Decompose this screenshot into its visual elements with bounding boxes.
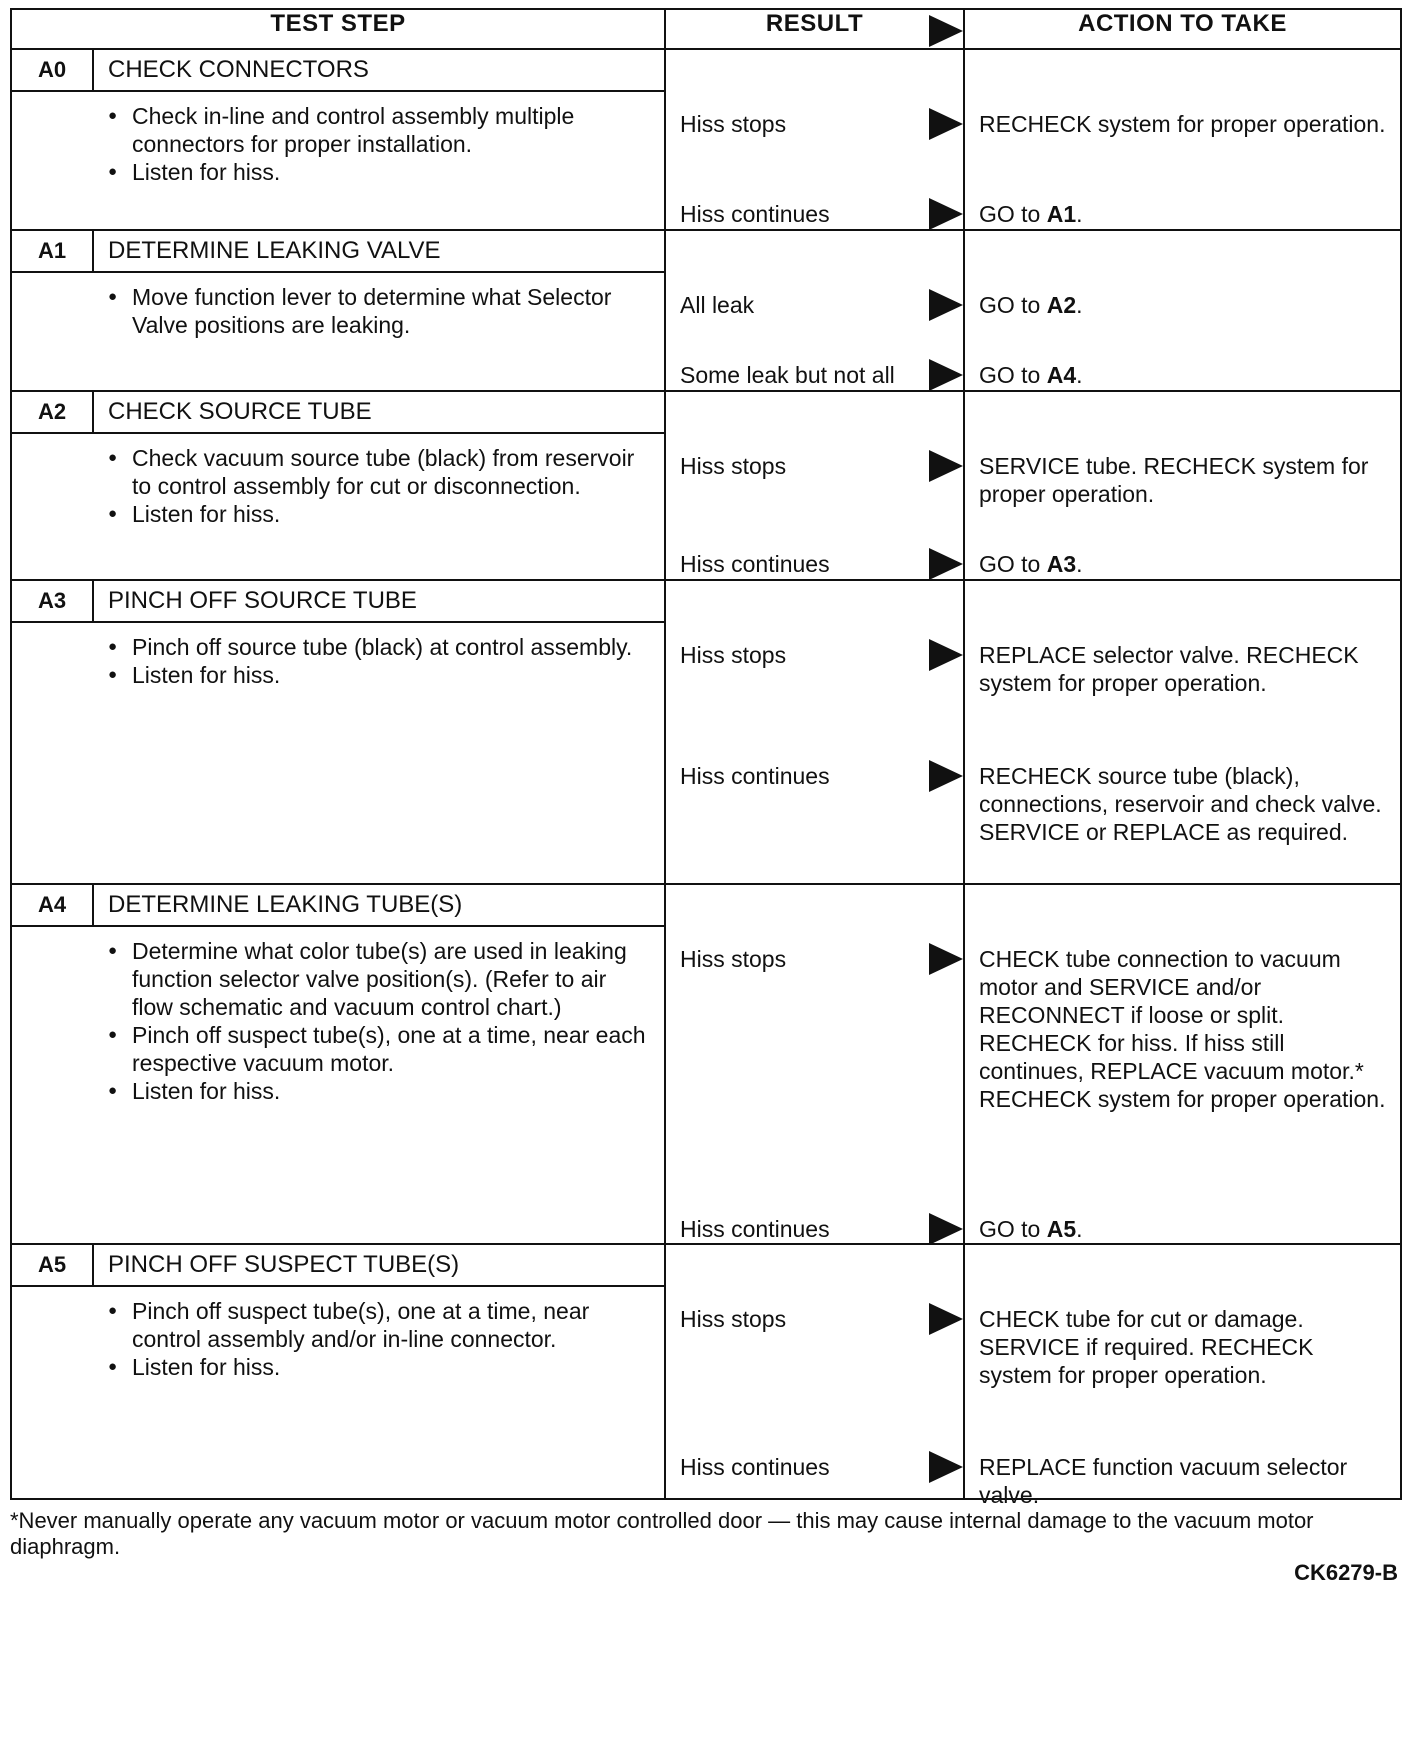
- action-text: REPLACE selector valve. RECHECK system for proper operation.: [979, 642, 1359, 696]
- action-cell: [964, 49, 1401, 230]
- action-text: GO to: [979, 292, 1047, 318]
- arrow-right-icon: [929, 450, 963, 482]
- action-text: REPLACE function vacuum selector valve.: [979, 1454, 1348, 1508]
- action-item: [965, 291, 1400, 319]
- table-header-row: [11, 9, 1401, 49]
- result-item: [666, 1453, 963, 1481]
- step-title: CHECK CONNECTORS: [108, 56, 369, 83]
- action-text: SERVICE tube. RECHECK system for proper operation.: [979, 453, 1369, 507]
- arrow-right-icon: [929, 639, 963, 671]
- result-item: [666, 641, 963, 669]
- result-cell: [665, 49, 964, 230]
- step-title: PINCH OFF SUSPECT TUBE(S): [108, 1251, 460, 1278]
- step-reference: A4: [1046, 362, 1077, 388]
- action-text: CHECK tube for cut or damage. SERVICE if required. RECHECK system for proper operation.: [979, 1306, 1314, 1388]
- result-item: [666, 110, 963, 138]
- result-text: Hiss stops: [680, 946, 787, 972]
- arrow-right-icon: [929, 289, 963, 321]
- step-heading: [12, 50, 664, 92]
- arrow-right-icon: [929, 108, 963, 140]
- result-cell: [665, 391, 964, 580]
- figure-code: CK6279-B: [1294, 1560, 1398, 1585]
- instruction-bullet: ● Listen for hiss.: [108, 500, 648, 528]
- action-cell: [964, 1244, 1401, 1508]
- action-tail: .: [1076, 292, 1083, 318]
- header-action: ACTION TO TAKE: [964, 9, 1401, 49]
- arrow-right-icon: [929, 359, 963, 391]
- action-tail: .: [1076, 551, 1083, 577]
- result-item: [666, 361, 963, 389]
- step-instructions: [12, 273, 664, 349]
- step-reference: A3: [1046, 551, 1077, 577]
- step-id: A3: [12, 581, 94, 621]
- action-item: [965, 1305, 1400, 1389]
- step-reference: A5: [1046, 1216, 1077, 1242]
- result-item: [666, 1215, 963, 1243]
- action-item: [965, 1453, 1400, 1509]
- step-heading: [12, 392, 664, 434]
- header-test-step: TEST STEP: [11, 9, 665, 49]
- result-item: [666, 452, 963, 480]
- action-text: CHECK tube connection to vacuum motor and SERVICE and/or RECONNECT if loose or split. RECHECK for hiss. If hiss still continues, REPLACE vacuum motor.* RECHECK system for proper operation.: [979, 946, 1386, 1112]
- result-text: All leak: [680, 292, 755, 318]
- arrow-right-icon: [929, 1303, 963, 1335]
- action-item: [965, 762, 1400, 846]
- step-instructions: [12, 1287, 664, 1391]
- step-id: A4: [12, 885, 94, 925]
- result-cell: [665, 580, 964, 884]
- result-text: Hiss continues: [680, 763, 830, 789]
- header-result: [665, 9, 964, 49]
- result-item: [666, 291, 963, 319]
- footnote: *Never manually operate any vacuum motor or vacuum motor controlled door — this may cause internal damage to the vacuum motor diaphragm.: [10, 1508, 1314, 1559]
- arrow-right-icon: [929, 760, 963, 792]
- arrow-right-icon: [929, 15, 963, 47]
- arrow-right-icon: [929, 548, 963, 580]
- result-text: Hiss stops: [680, 1306, 787, 1332]
- action-text: GO to: [979, 362, 1047, 388]
- step-title: CHECK SOURCE TUBE: [108, 398, 372, 425]
- step-instructions: [12, 927, 664, 1115]
- instruction-bullet: ● Check in-line and control assembly multiple connectors for proper installation.: [108, 102, 648, 158]
- step-id: A0: [12, 50, 94, 90]
- result-text: Hiss stops: [680, 453, 787, 479]
- action-cell: [964, 230, 1401, 391]
- test-step-cell: [11, 230, 665, 391]
- result-item: [666, 200, 963, 228]
- arrow-right-icon: [929, 198, 963, 230]
- test-step-cell: [11, 1244, 665, 1499]
- step-id: A5: [12, 1245, 94, 1285]
- steps-body: [11, 49, 1401, 1508]
- result-text: Hiss continues: [680, 1454, 830, 1480]
- step-title: DETERMINE LEAKING TUBE(S): [108, 891, 463, 918]
- step-title: PINCH OFF SOURCE TUBE: [108, 587, 417, 614]
- action-text: RECHECK source tube (black), connections, reservoir and check valve. SERVICE or REPLACE as required.: [979, 763, 1382, 845]
- step-heading: [12, 885, 664, 927]
- result-text: Hiss continues: [680, 551, 830, 577]
- action-item: [965, 200, 1400, 228]
- test-step-cell: [11, 884, 665, 1244]
- diagnostic-sheet: [10, 8, 1400, 1585]
- action-item: [965, 361, 1400, 389]
- action-cell: [964, 580, 1401, 884]
- action-item: [965, 550, 1400, 578]
- result-cell: [665, 884, 964, 1244]
- step-id: A2: [12, 392, 94, 432]
- instruction-bullet: ● Move function lever to determine what Selector Valve positions are leaking.: [108, 283, 648, 339]
- action-text: GO to: [979, 551, 1047, 577]
- test-step-cell: [11, 580, 665, 884]
- action-cell: [964, 884, 1401, 1244]
- result-text: Some leak but not all: [680, 362, 895, 388]
- step-reference: A1: [1046, 201, 1077, 227]
- action-cell: [964, 391, 1401, 580]
- result-item: [666, 1305, 963, 1333]
- action-tail: .: [1076, 362, 1083, 388]
- action-text: GO to: [979, 1216, 1047, 1242]
- diagnostic-table: [10, 8, 1402, 1508]
- action-text: RECHECK system for proper operation.: [979, 111, 1386, 137]
- action-text: GO to: [979, 201, 1047, 227]
- instruction-bullet: ● Pinch off suspect tube(s), one at a time, near control assembly and/or in-line connector.: [108, 1297, 648, 1353]
- header-result-label: RESULT: [765, 10, 864, 37]
- action-item: [965, 110, 1400, 138]
- result-item: [666, 945, 963, 973]
- table-row: [11, 884, 1401, 1244]
- result-cell: [665, 230, 964, 391]
- instruction-bullet: ● Listen for hiss.: [108, 158, 648, 186]
- arrow-right-icon: [929, 1451, 963, 1483]
- step-id: A1: [12, 231, 94, 271]
- step-heading: [12, 1245, 664, 1287]
- result-item: [666, 550, 963, 578]
- action-item: [965, 945, 1400, 1113]
- step-instructions: [12, 623, 664, 699]
- result-text: Hiss continues: [680, 201, 830, 227]
- arrow-right-icon: [929, 943, 963, 975]
- table-row: [11, 49, 1401, 230]
- instruction-bullet: ● Check vacuum source tube (black) from reservoir to control assembly for cut or disconnection.: [108, 444, 648, 500]
- table-row: [11, 391, 1401, 580]
- step-instructions: [12, 92, 664, 196]
- action-item: [965, 452, 1400, 508]
- result-item: [666, 762, 963, 790]
- action-tail: .: [1076, 201, 1083, 227]
- instruction-bullet: ● Listen for hiss.: [108, 1077, 648, 1105]
- test-step-cell: [11, 391, 665, 580]
- step-title: DETERMINE LEAKING VALVE: [108, 237, 441, 264]
- instruction-bullet: ● Pinch off source tube (black) at control assembly.: [108, 633, 648, 661]
- step-instructions: [12, 434, 664, 538]
- test-step-cell: [11, 49, 665, 230]
- table-row: [11, 580, 1401, 884]
- result-text: Hiss stops: [680, 642, 787, 668]
- instruction-bullet: ● Listen for hiss.: [108, 661, 648, 689]
- step-heading: [12, 581, 664, 623]
- result-cell: [665, 1244, 964, 1499]
- arrow-right-icon: [929, 1213, 963, 1245]
- instruction-bullet: ● Listen for hiss.: [108, 1353, 648, 1381]
- instruction-bullet: ● Pinch off suspect tube(s), one at a time, near each respective vacuum motor.: [108, 1021, 648, 1077]
- table-row: [11, 1244, 1401, 1499]
- action-tail: .: [1076, 1216, 1083, 1242]
- result-text: Hiss stops: [680, 111, 787, 137]
- step-heading: [12, 231, 664, 273]
- instruction-bullet: ● Determine what color tube(s) are used in leaking function selector valve position(s). (Refer to air flow schematic and vacuum control chart.): [108, 937, 648, 1021]
- step-reference: A2: [1046, 292, 1077, 318]
- result-text: Hiss continues: [680, 1216, 830, 1242]
- table-row: [11, 230, 1401, 391]
- action-item: [965, 1215, 1400, 1243]
- action-item: [965, 641, 1400, 697]
